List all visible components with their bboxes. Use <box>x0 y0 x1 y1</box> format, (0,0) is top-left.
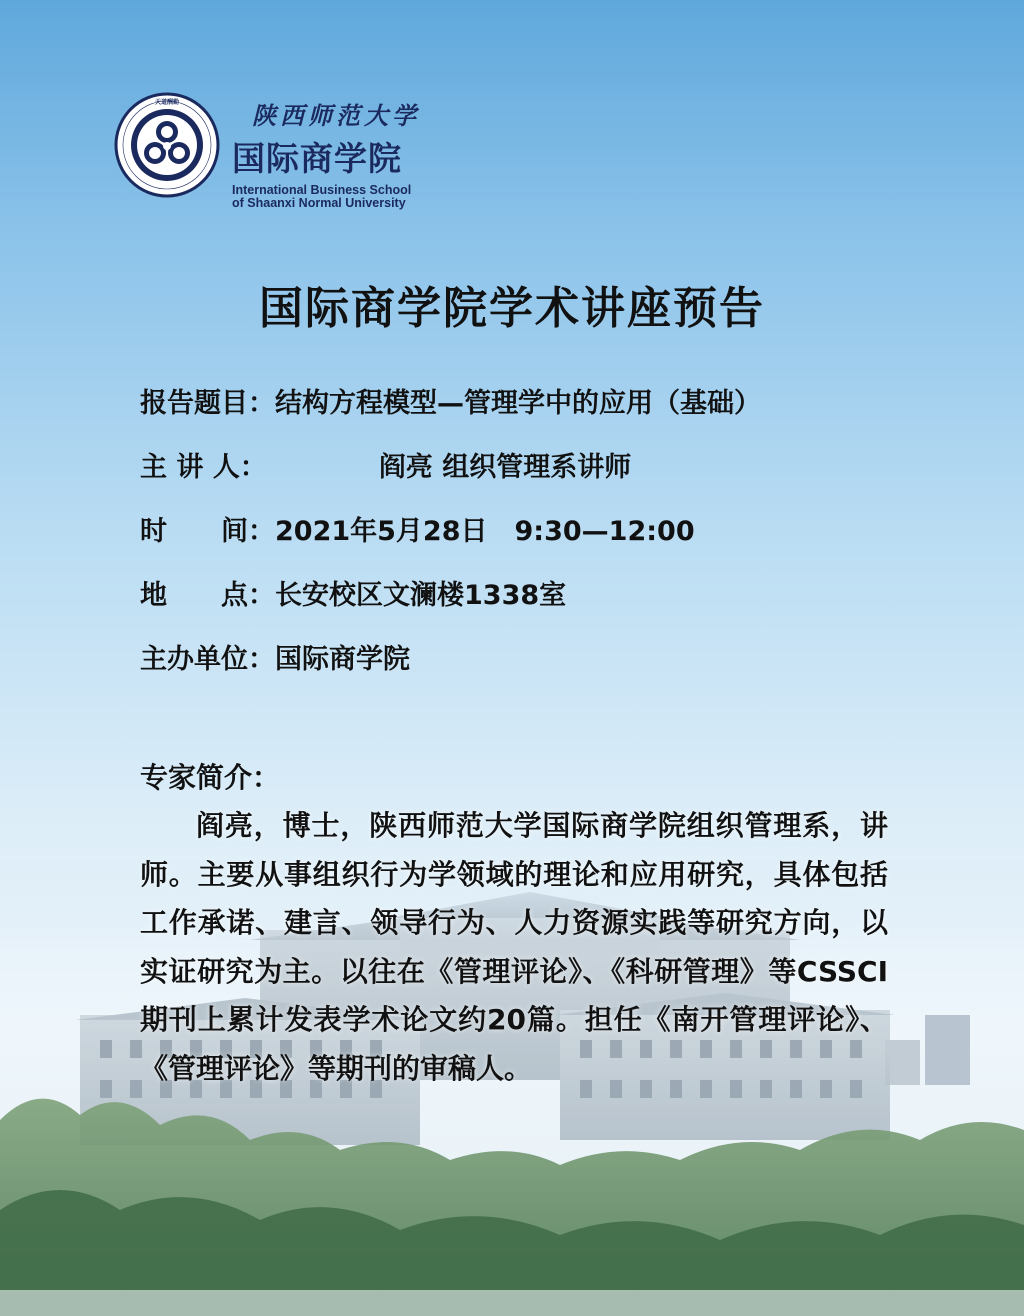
place-value: 长安校区文澜楼1338室 <box>275 580 567 611</box>
logo-text-block <box>232 96 420 210</box>
time-label: 时 间： <box>140 516 275 547</box>
info-row-place <box>140 578 900 642</box>
school-logo-emblem <box>114 92 220 198</box>
school-name-en-line2: of Shaanxi Normal University <box>232 196 406 210</box>
speaker-label: 主 讲 人： <box>140 452 267 483</box>
bio-heading: 专家简介： <box>140 761 281 794</box>
host-label: 主办单位： <box>140 644 275 675</box>
logo-ring-text: 天道酬勤 <box>154 99 180 106</box>
university-name: 陕西师范大学 <box>252 101 420 130</box>
info-row-time <box>140 514 900 578</box>
speaker-value: 阎亮 组织管理系讲师 <box>378 452 632 483</box>
host-value: 国际商学院 <box>275 644 410 675</box>
topic-value: 结构方程模型—管理学中的应用（基础） <box>275 388 761 419</box>
school-name-en-line1: International Business School <box>232 183 412 197</box>
place-label: 地 点： <box>140 580 275 611</box>
info-row-host <box>140 642 900 706</box>
info-row-speaker <box>140 450 900 514</box>
school-name-en <box>232 184 420 210</box>
info-row-topic <box>140 386 900 450</box>
bio-text: 阎亮，博士，陕西师范大学国际商学院组织管理系，讲师。主要从事组织行为学领域的理论和应用研究，具体包括工作承诺、建言、领导行为、人力资源实践等研究方向，以实证研究为主。以往在《管理评论》、《科研管理》等CSSCI期刊上累计发表学术论文约20篇。担任《南开管理评论》、《管理评论》等期刊的审稿人。 <box>140 809 888 1085</box>
time-value: 2021年5月28日 9:30—12:00 <box>275 516 695 547</box>
school-name-cn: 国际商学院 <box>232 139 402 178</box>
lecture-info <box>140 386 900 706</box>
poster-title: 国际商学院学术讲座预告 <box>259 283 765 334</box>
topic-label: 报告题目： <box>140 388 275 419</box>
